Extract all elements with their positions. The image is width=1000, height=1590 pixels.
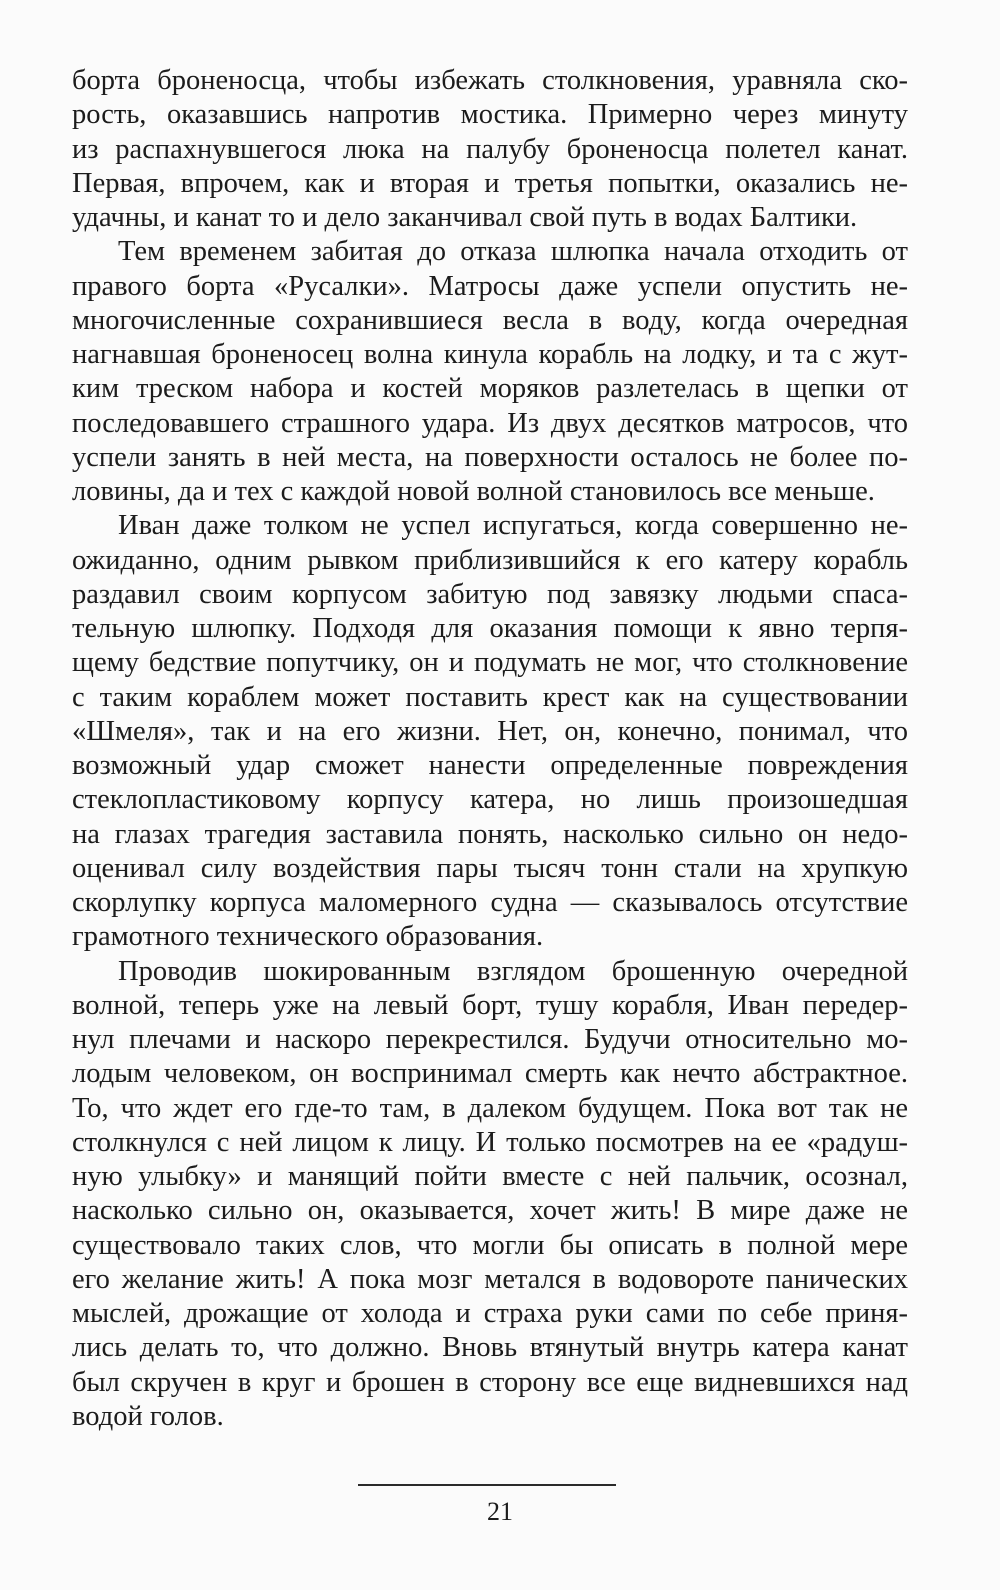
text-line: из распахнувшегося люка на палубу броненосца полетел канат. bbox=[72, 133, 908, 165]
text-line: ким треском набора и костей моряков разлетелась в щепки от bbox=[72, 373, 908, 405]
text-line: тельную шлюпку. Подходя для оказания помощи к явно терпя- bbox=[72, 613, 908, 644]
paragraph-1 bbox=[72, 64, 908, 235]
text-line: грамотного технического образования. bbox=[72, 921, 544, 953]
text-line: столкнулся с ней лицом к лицу. И только посмотрев на ее «радуш- bbox=[72, 1126, 908, 1158]
text-line: скорлупку корпуса маломерного судна — сказывалось отсутствие bbox=[72, 887, 908, 918]
text-line: Первая, впрочем, как и вторая и третья попытки, оказались не- bbox=[72, 167, 908, 199]
text-line: успели занять в ней места, на поверхности осталось не более по- bbox=[72, 441, 908, 473]
text-line: нул плечами и наскоро перекрестился. Будучи относительно мо- bbox=[72, 1024, 908, 1055]
text-line: раздавил своим корпусом забитую под завязку людьми спаса- bbox=[72, 578, 908, 610]
text-line: стеклопластиковому корпусу катера, но лишь произошедшая bbox=[72, 784, 908, 816]
text-line: ловины, да и тех с каждой новой волной становилось все меньше. bbox=[72, 476, 875, 507]
text-line: То, что ждет его где-то там, в далеком будущем. Пока вот так не bbox=[72, 1092, 908, 1124]
paragraph-3 bbox=[72, 509, 908, 954]
text-line: на глазах трагедия заставила понять, насколько сильно он недо- bbox=[72, 818, 908, 850]
text-line: Проводив шокированным взглядом брошенную очередной bbox=[118, 955, 908, 987]
text-line: был скручен в круг и брошен в сторону все еще видневшихся над bbox=[72, 1366, 908, 1398]
paragraph-2 bbox=[72, 235, 908, 509]
text-line: удачны, и канат то и дело заканчивал свой путь в водах Балтики. bbox=[72, 202, 858, 233]
page-number: 21 bbox=[487, 1497, 513, 1526]
text-line: рость, оказавшись напротив мостика. Примерно через минуту bbox=[72, 99, 908, 131]
paragraph-4 bbox=[72, 955, 908, 1435]
text-line: лодым человеком, он воспринимал смерть как нечто абстрактное. bbox=[72, 1058, 908, 1090]
text-line: водой голов. bbox=[72, 1400, 224, 1432]
text-line: ожиданно, одним рывком приблизившийся к его катеру корабль bbox=[72, 544, 908, 576]
text-line: с таким кораблем может поставить крест как на существовании bbox=[72, 681, 908, 713]
text-line: волной, теперь уже на левый борт, тушу корабля, Иван передер- bbox=[72, 989, 908, 1021]
text-line: щему бедствие попутчику, он и подумать не мог, что столкновение bbox=[72, 647, 908, 679]
text-line: мыслей, дрожащие от холода и страха руки сами по себе приня- bbox=[72, 1298, 908, 1329]
text-line: ную улыбку» и манящий пойти вместе с ней пальчик, осознал, bbox=[72, 1161, 908, 1192]
text-line: «Шмеля», так и на его жизни. Нет, он, конечно, понимал, что bbox=[72, 715, 908, 747]
body-text bbox=[72, 64, 908, 1434]
text-line: возможный удар сможет нанести определенные повреждения bbox=[72, 750, 908, 781]
text-line: оценивал силу воздействия пары тысяч тонн стали на хрупкую bbox=[72, 852, 908, 884]
text-line: Тем временем забитая до отказа шлюпка начала отходить от bbox=[118, 236, 908, 268]
text-line: борта броненосца, чтобы избежать столкновения, уравняла ско- bbox=[72, 65, 908, 96]
text-line: последовавшего страшного удара. Из двух десятков матросов, что bbox=[72, 407, 908, 439]
text-line: многочисленные сохранившиеся весла в воду, когда очередная bbox=[72, 304, 908, 336]
text-line: его желание жить! А пока мозг метался в водовороте панических bbox=[72, 1263, 908, 1295]
text-line: насколько сильно он, оказывается, хочет жить! В мире даже не bbox=[72, 1195, 908, 1227]
text-line: лись делать то, что должно. Вновь втянутый внутрь катера канат bbox=[72, 1332, 908, 1364]
footer-divider bbox=[358, 1484, 616, 1486]
text-line: нагнавшая броненосец волна кинула корабль на лодку, и та с жут- bbox=[72, 339, 908, 370]
text-line: Иван даже толком не успел испугаться, когда совершенно не- bbox=[118, 510, 908, 542]
text-line: существовало таких слов, что могли бы описать в полной мере bbox=[72, 1229, 908, 1261]
text-line: правого борта «Русалки». Матросы даже успели опустить не- bbox=[72, 270, 908, 302]
